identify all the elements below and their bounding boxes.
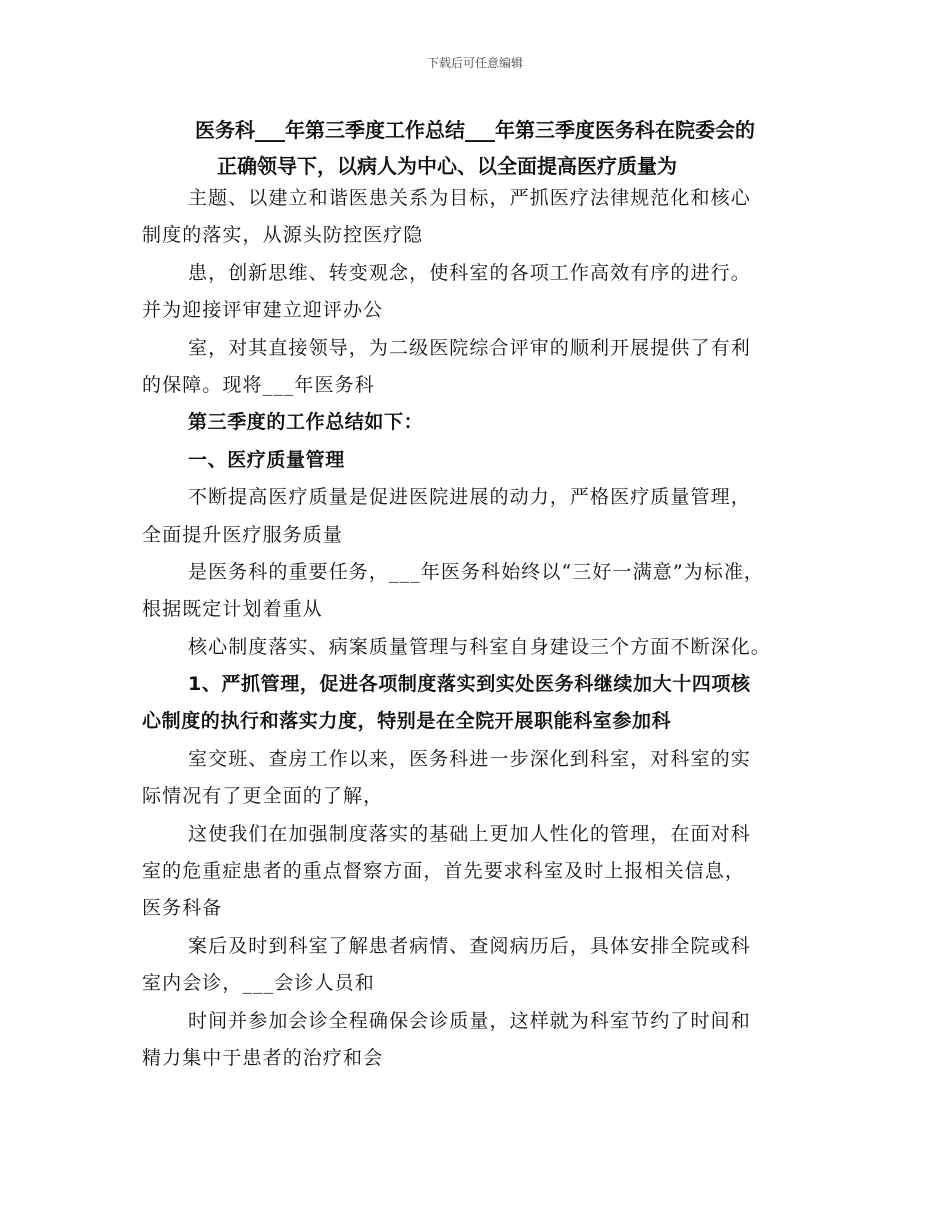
paragraph-line: 全面提升医疗服务质量 xyxy=(142,523,344,546)
paragraph-line: 主题、以建立和谐医患关系为目标，严抓医疗法律规范化和核心 xyxy=(188,187,751,209)
paragraph-line: 案后及时到科室了解患者病情、查阅病历后，具体安排全院或科 xyxy=(188,934,751,957)
title-line-2: 正确领导下，以病人为中心、以全面提高医疗质量为 xyxy=(217,154,677,178)
paragraph-line: 不断提高医疗质量是促进医院进展的动力，严格医疗质量管理， xyxy=(188,486,751,509)
paragraph-line: 这使我们在加强制度落实的基础上更加人性化的管理，在面对科 xyxy=(188,822,751,845)
paragraph-line: 室的危重症患者的重点督察方面，首先要求科室及时上报相关信息， xyxy=(142,860,746,883)
page-header: 下载后可任意编辑 xyxy=(426,56,523,70)
paragraph-line: 制度的落实，从源头防控医疗隐 xyxy=(142,224,424,247)
paragraph-line: 是医务科的重要任务，___年医务科始终以“三好一满意”为标准， xyxy=(188,560,765,583)
paragraph-line: 的保障。现将___年医务科 xyxy=(142,373,375,396)
paragraph-line: 精力集中于患者的治疗和会 xyxy=(142,1046,384,1069)
paragraph-line: 根据既定计划着重从 xyxy=(142,598,323,621)
paragraph-line: 室，对其直接领导，为二级医院综合评审的顺利开展提供了有利 xyxy=(188,336,751,359)
paragraph-line: 核心制度落实、病案质量管理与科室自身建设三个方面不断深化。 xyxy=(188,635,771,658)
paragraph-line: 医务科备 xyxy=(142,897,223,920)
bold-heading-line: 心制度的执行和落实力度，特别是在全院开展职能科室参加科 xyxy=(142,710,672,733)
subheading: 第三季度的工作总结如下： xyxy=(188,411,424,434)
paragraph-line: 际情况有了更全面的了解， xyxy=(142,785,384,808)
section-heading: 一、医疗质量管理 xyxy=(188,448,345,471)
title-line-1: 医务科___年第三季度工作总结___年第三季度医务科在院委会的 xyxy=(195,118,755,142)
paragraph-line: 患，创新思维、转变观念，使科室的各项工作高效有序的进行。 xyxy=(188,261,751,284)
paragraph-line: 时间并参加会诊全程确保会诊质量，这样就为科室节约了时间和 xyxy=(188,1009,751,1032)
document-body xyxy=(142,180,822,1077)
paragraph-line: 室内会诊，___会诊人员和 xyxy=(142,972,375,995)
bold-heading-line: 1、严抓管理，促进各项制度落实到实处医务科继续加大十四项核 xyxy=(188,673,751,696)
paragraph-line: 并为迎接评审建立迎评办公 xyxy=(142,299,384,322)
paragraph-line: 室交班、查房工作以来，医务科进一步深化到科室，对科室的实 xyxy=(188,747,751,770)
